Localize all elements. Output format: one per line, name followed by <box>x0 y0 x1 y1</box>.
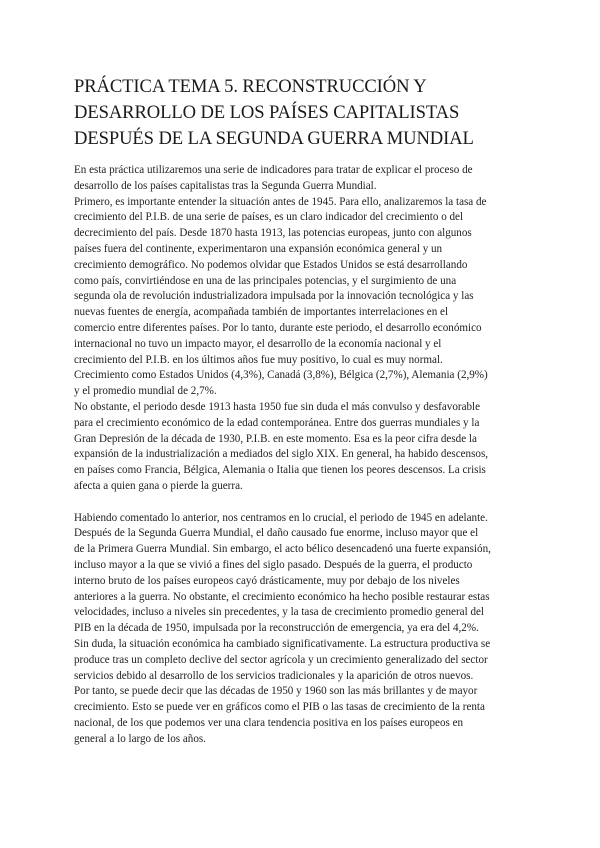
body-line: segunda ola de revolución industrializadora impulsada por la innovación tecnológica y las <box>74 290 474 303</box>
page-title <box>74 74 544 152</box>
body-line: nacional, de los que podemos ver una clara tendencia positiva en los países europeos en <box>74 716 464 729</box>
body-line: PIB en la década de 1950, impulsada por la reconstrucción de emergencia, ya era del 4,2%. <box>74 622 479 635</box>
body-line: interno bruto de los países europeos cayó drásticamente, muy por debajo de los niveles <box>74 574 460 587</box>
body-line: de la Primera Guerra Mundial. Sin embargo, el acto bélico desencadenó una fuerte expansión, <box>74 543 491 556</box>
paragraph-spacer <box>74 495 554 511</box>
body-line: produce tras un completo declive del sector agrícola y un crecimiento generalizado del sector <box>74 653 488 666</box>
body-line: general a lo largo de los años. <box>74 732 206 745</box>
body-line: En esta práctica utilizaremos una serie de indicadores para tratar de explicar el proceso de <box>74 164 473 176</box>
body-line: internacional no tuvo un impacto mayor, el desarrollo de la economía nacional y el <box>74 337 442 350</box>
body-line: anteriores a la guerra. No obstante, el crecimiento económico ha hecho posible restaurar estas <box>74 590 490 603</box>
body-line: crecimiento del P.I.B. de una serie de países, es un claro indicador del crecimiento o del <box>74 211 464 224</box>
body-line: Sin duda, la situación económica ha cambiado significativamente. La estructura productiva se <box>74 637 491 650</box>
body-line: crecimiento del P.I.B. en los últimos años fue muy positivo, lo cual es muy normal. <box>74 353 443 366</box>
body-line: en países como Francia, Bélgica, Alemania o Italia que tienen los peores descensos. La crisis <box>74 464 486 477</box>
body-line: Primero, es importante entender la situación antes de 1945. Para ello, analizaremos la tasa de <box>74 195 487 208</box>
body-line: servicios debido al desarrollo de los servicios tradicionales y la aparición de otros nuevos. <box>74 669 474 682</box>
body-text <box>74 163 554 747</box>
body-line: expansión de la industrialización a mediados del siglo XIX. En general, ha habido descensos, <box>74 448 489 461</box>
title-line: DESPUÉS DE LA SEGUNDA GUERRA MUNDIAL <box>74 128 474 149</box>
body-line: Crecimiento como Estados Unidos (4,3%), Canadá (3,8%), Bélgica (2,7%), Alemania (2,9%) <box>74 369 488 382</box>
body-line: decrecimiento del país. Desde 1870 hasta 1913, las potencias europeas, junto con algunos <box>74 227 472 240</box>
title-line: PRÁCTICA TEMA 5. RECONSTRUCCIÓN Y <box>74 76 427 97</box>
body-line: y el promedio mundial de 2,7%. <box>74 385 217 398</box>
title-line: DESARROLLO DE LOS PAÍSES CAPITALISTAS <box>74 102 460 123</box>
body-line: velocidades, incluso a niveles sin precedentes, y la tasa de crecimiento promedio general del <box>74 606 485 619</box>
body-line: Por tanto, se puede decir que las décadas de 1950 y 1960 son las más brillantes y de mayor <box>74 685 478 698</box>
body-line: como país, convirtiéndose en una de las principales potencias, y el surgimiento de una <box>74 274 457 287</box>
body-line: para el crecimiento económico de la edad contemporánea. Entre dos guerras mundiales y la <box>74 416 480 429</box>
body-line: crecimiento demográfico. No podemos olvidar que Estados Unidos se está desarrollando <box>74 258 468 271</box>
body-line: nuevas fuentes de energía, acompañada también de importantes interrelaciones en el <box>74 306 449 319</box>
body-line: Gran Depresión de la década de 1930, P.I.B. en este momento. Esa es la peor cifra desde la <box>74 432 477 445</box>
body-line: desarrollo de los países capitalistas tras la Segunda Guerra Mundial. <box>74 179 377 192</box>
body-line: Habiendo comentado lo anterior, nos centramos en lo crucial, el periodo de 1945 en adelante. <box>74 511 488 524</box>
body-line: No obstante, el periodo desde 1913 hasta 1950 fue sin duda el más convulso y desfavorable <box>74 400 481 413</box>
body-line: comercio entre diferentes países. Por lo tanto, durante este periodo, el desarrollo económico <box>74 321 482 334</box>
body-line: incluso mayor a la que se vivió a fines del siglo pasado. Después de la guerra, el producto <box>74 558 473 571</box>
body-line: crecimiento. Esto se puede ver en gráficos como el PIB o las tasas de crecimiento de la renta <box>74 701 485 714</box>
body-line: países fuera del continente, experimentaron una expansión económica general y un <box>74 242 443 255</box>
body-line: afecta a quien gana o pierde la guerra. <box>74 479 243 492</box>
body-line: Después de la Segunda Guerra Mundial, el daño causado fue enorme, incluso mayor que el <box>74 527 479 540</box>
